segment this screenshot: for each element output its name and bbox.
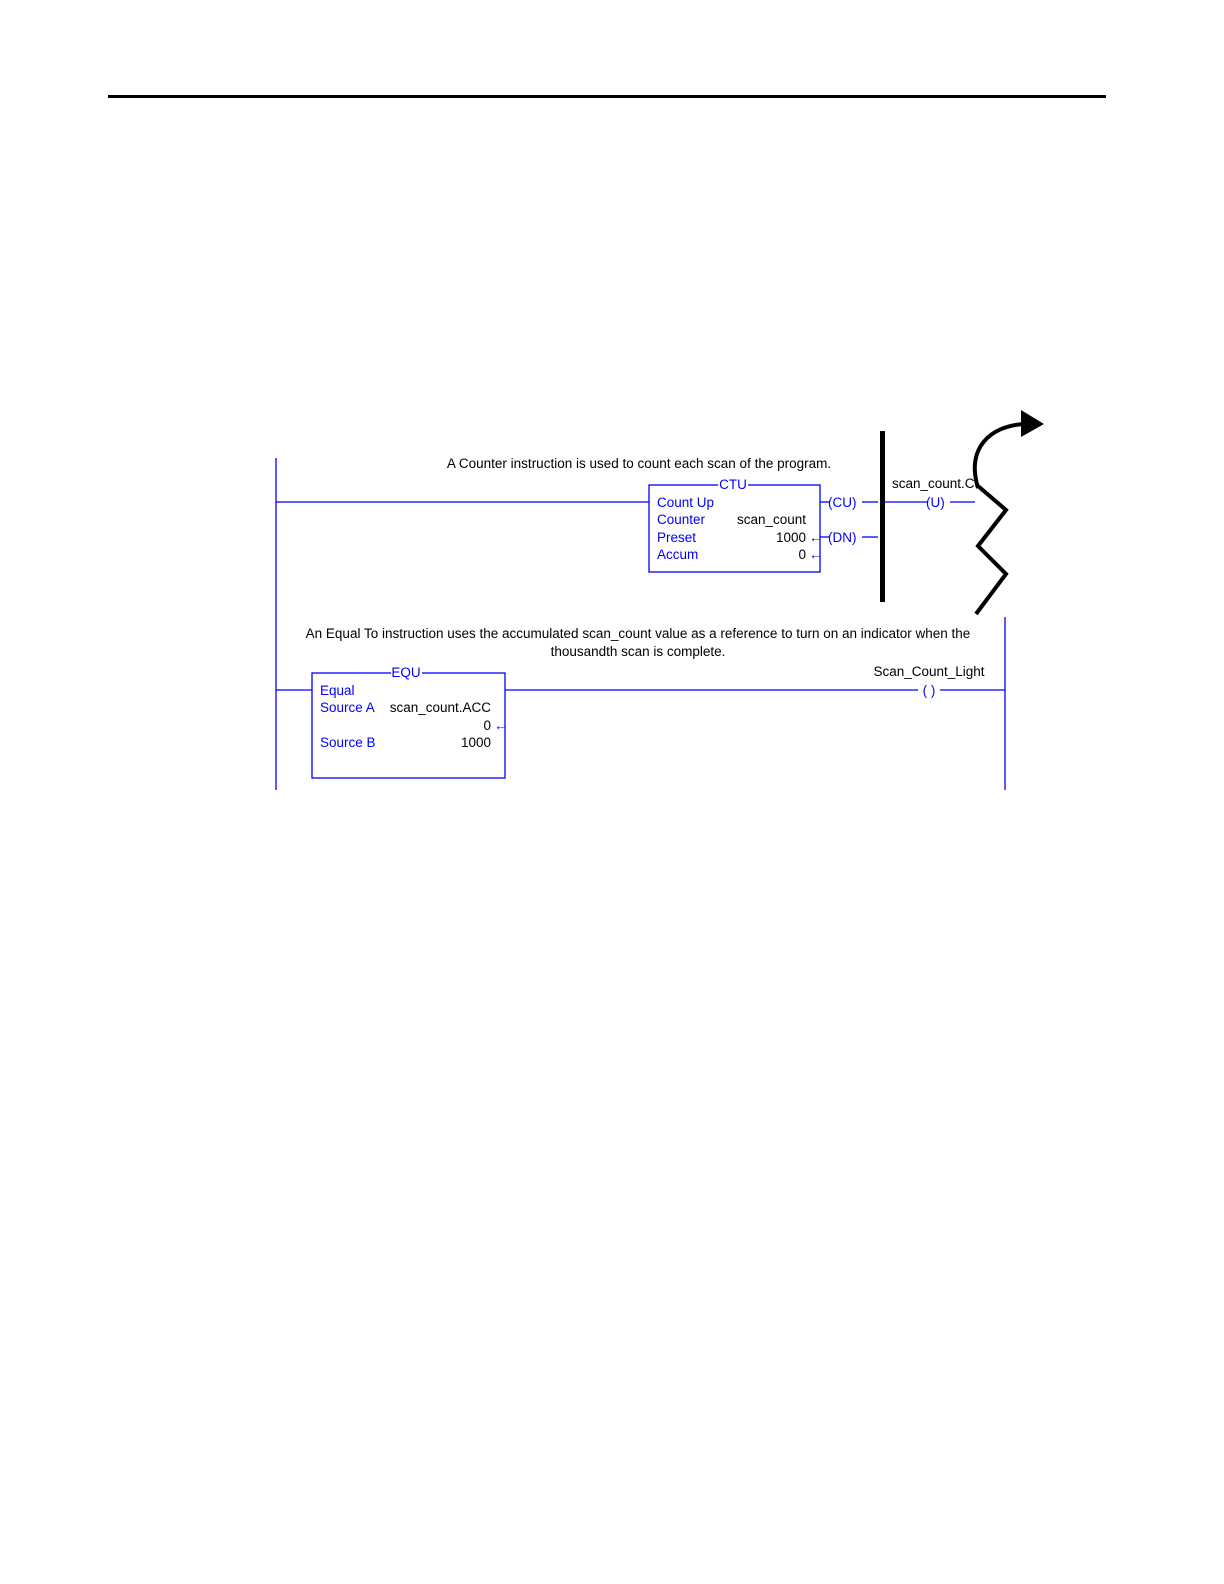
rung-0 <box>276 456 975 572</box>
ctu-preset-label: Preset <box>657 530 697 545</box>
rung-0-comment: A Counter instruction is used to count each scan of the program. <box>446 456 832 471</box>
ctu-accum-label: Accum <box>657 547 699 562</box>
output-coil[interactable]: ( ) <box>922 683 936 698</box>
equ-source-b-label: Source B <box>320 735 376 750</box>
ctu-preset-arrow-icon: ← <box>809 530 823 545</box>
rung-1-comment-line-1: An Equal To instruction uses the accumulated scan_count value as a reference to turn on an indicator when the <box>305 626 971 641</box>
equ-title: Equal <box>320 683 355 698</box>
unlatch-coil-tag: scan_count.C <box>892 476 975 491</box>
unlatch-coil[interactable]: (U) <box>926 495 945 510</box>
equ-source-a-live-value: 0 <box>483 718 491 733</box>
continuation-arrow-head-icon <box>1021 410 1044 437</box>
output-coil-tag: Scan_Count_Light <box>873 664 985 679</box>
diagram-break-bar <box>880 431 885 602</box>
ctu-counter-value: scan_count <box>736 512 806 527</box>
ctu-accum-arrow-icon: ← <box>809 547 823 562</box>
rung-1-comment-line-2: thousandth scan is complete. <box>550 644 726 659</box>
equ-source-b-value: 1000 <box>460 735 491 750</box>
equ-source-a-label: Source A <box>320 700 375 715</box>
cu-output[interactable]: (CU) <box>828 495 857 510</box>
ctu-mnemonic: CTU <box>719 477 747 492</box>
equ-mnemonic: EQU <box>391 665 421 680</box>
equ-source-a-arrow-icon: ← <box>494 718 508 733</box>
equ-instruction-block[interactable] <box>312 665 508 778</box>
ctu-instruction-block[interactable] <box>649 477 823 572</box>
continuation-arrow-curve <box>975 424 1024 488</box>
equ-source-a-value: scan_count.ACC <box>389 700 491 715</box>
ctu-title: Count Up <box>657 495 715 510</box>
page-header-rule <box>108 95 1106 98</box>
ctu-counter-label: Counter <box>657 512 706 527</box>
rung-1 <box>276 626 1005 778</box>
ctu-accum-value: 0 <box>798 547 806 562</box>
dn-output[interactable]: (DN) <box>828 530 857 545</box>
ctu-preset-value: 1000 <box>775 530 806 545</box>
zigzag-break-line <box>976 486 1006 614</box>
